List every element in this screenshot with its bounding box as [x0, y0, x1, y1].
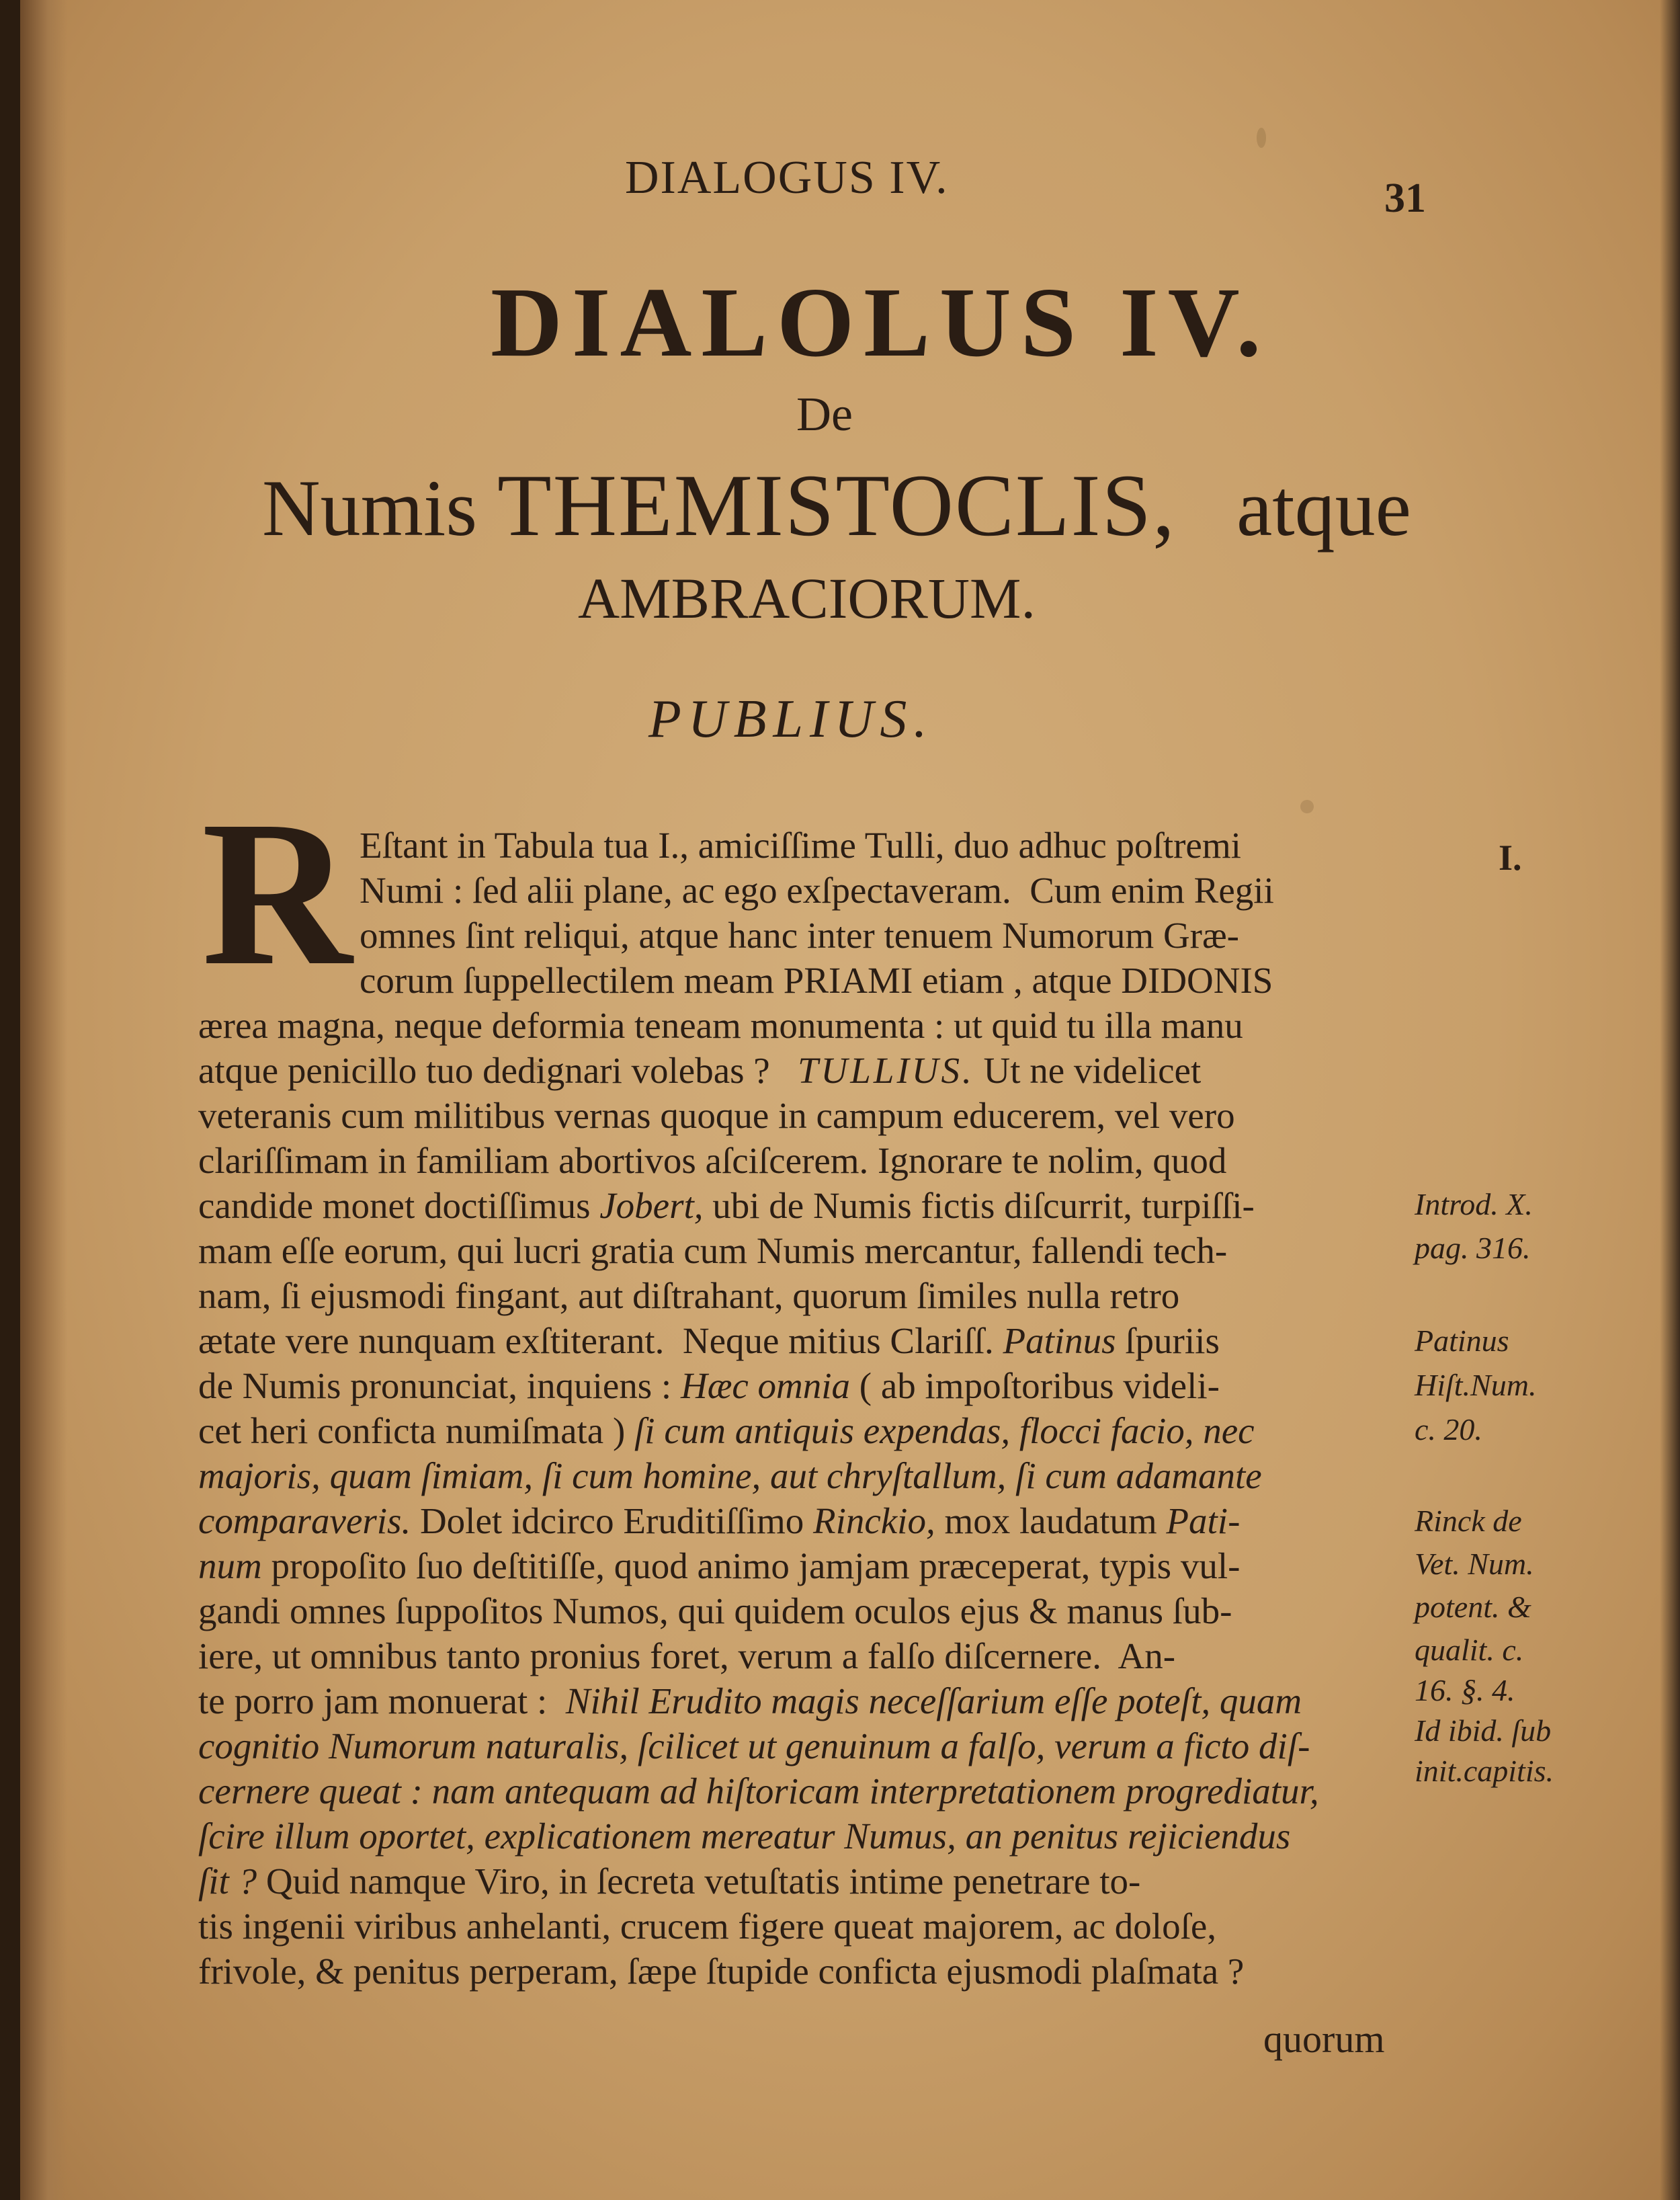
text-line: cet heri conficta numiſmata ) ſi cum antiquis expendas, flocci facio, nec [198, 1410, 1255, 1451]
text-line: te porro jam monuerat : Nihil Erudito magis neceſſarium eſſe poteſt, quam [198, 1680, 1302, 1721]
margin-note: Rinck de [1415, 1504, 1522, 1538]
subtitle-word: atque [1236, 463, 1411, 553]
running-head: DIALOGUS IV. [625, 152, 949, 204]
text-line: mam eſſe eorum, qui lucri gratia cum Numis mercantur, fallendi tech- [198, 1230, 1228, 1271]
text-line: veteranis cum militibus vernas quoque in campum educerem, vel vero [198, 1095, 1235, 1136]
text-line: Eſtant in Tabula tua I., amiciſſime Tulli, duo adhuc poſtremi [360, 825, 1241, 866]
page-edge-shadow [1660, 0, 1680, 2200]
text-line: num propoſito ſuo deſtitiſſe, quod animo jamjam præceperat, typis vul- [198, 1545, 1241, 1586]
margin-note: Hiſt.Num. [1415, 1368, 1537, 1402]
speaker-name: PUBLIUS. [648, 690, 934, 749]
catchword: quorum [1263, 2017, 1385, 2061]
text-line: omnes ſint reliqui, atque hanc inter tenuem Numorum Græ- [360, 915, 1239, 956]
text-line: tis ingenii viribus anhelanti, crucem figere queat majorem, ac doloſe, [198, 1906, 1217, 1947]
margin-note: potent. & [1415, 1590, 1531, 1624]
section-number: I. [1499, 838, 1522, 878]
margin-note: pag. 316. [1415, 1231, 1531, 1265]
text-line: ſit ? Quid namque Viro, in ſecreta vetuſtatis intime penetrare to- [198, 1861, 1141, 1902]
margin-note: Id ibid. ſub [1415, 1713, 1552, 1748]
margin-note: 16. §. 4. [1415, 1673, 1515, 1707]
text-line: Numi : ſed alii plane, ac ego exſpectaveram. Cum enim Regii [360, 870, 1274, 911]
subtitle-line-3: AMBRACIORUM. [578, 566, 1036, 630]
margin-note: init.capitis. [1415, 1754, 1554, 1788]
text-line: nam, ſi ejusmodi fingant, aut diſtrahant, quorum ſimiles nulla retro [198, 1275, 1180, 1316]
text-line: majoris, quam ſimiam, ſi cum homine, aut chryſtallum, ſi cum adamante [198, 1455, 1262, 1496]
chapter-title: DIALOLUS IV. [491, 268, 1271, 378]
text-line: comparaveris. Dolet idcirco Eruditiſſimo Rinckio, mox laudatum Pati- [198, 1500, 1241, 1541]
subtitle-word: Numis [262, 463, 478, 553]
text-line: atque penicillo tuo dedignari volebas ? TULLIUS. Ut ne videlicet [198, 1050, 1202, 1091]
text-line: clariſſimam in familiam abortivos aſciſcerem. Ignorare te nolim, quod [198, 1140, 1227, 1181]
text-line: candide monet doctiſſimus Jobert, ubi de Numis fictis diſcurrit, turpiſſi- [198, 1185, 1255, 1226]
text-line: ætate vere nunquam exſtiterant. Neque mitius Clariſſ. Patinus ſpuriis [198, 1320, 1220, 1361]
margin-note: Introd. X. [1415, 1187, 1533, 1221]
text-line: corum ſuppellectilem meam PRIAMI etiam , atque DIDONIS [360, 960, 1273, 1001]
subtitle-name: THEMISTOCLIS, [497, 456, 1176, 555]
margin-note: qualit. c. [1415, 1633, 1524, 1667]
text-line: de Numis pronunciat, inquiens : Hæc omnia ( ab impoſtoribus videli- [198, 1365, 1220, 1406]
text-line: ærea magna, neque deformia teneam monumenta : ut quid tu illa manu [198, 1005, 1243, 1046]
ink-spot [1300, 800, 1314, 813]
text-line: cernere queat : nam antequam ad hiſtoricam interpretationem progrediatur, [198, 1770, 1319, 1811]
subtitle-de: De [796, 387, 853, 441]
text-line: ſcire illum oportet, explicationem mereatur Numus, an penitus rejiciendus [198, 1816, 1291, 1857]
page-gutter [20, 0, 67, 2200]
book-page [20, 0, 1680, 2200]
margin-note: Vet. Num. [1415, 1547, 1534, 1581]
page-number: 31 [1384, 175, 1426, 221]
subtitle-line [262, 454, 1411, 557]
ink-spot [1257, 128, 1266, 148]
margin-note: c. 20. [1415, 1412, 1482, 1447]
text-line: cognitio Numorum naturalis, ſcilicet ut genuinum a falſo, verum a ficto diſ- [198, 1725, 1310, 1766]
margin-note: Patinus [1415, 1323, 1509, 1358]
text-line: frivole, & penitus perperam, ſæpe ſtupide conficta ejusmodi plaſmata ? [198, 1951, 1245, 1992]
text-line: iere, ut omnibus tanto pronius foret, verum a falſo diſcernere. An- [198, 1635, 1176, 1676]
text-line: gandi omnes ſuppoſitos Numos, qui quidem oculos ejus & manus ſub- [198, 1590, 1232, 1631]
drop-cap: R [202, 778, 352, 1009]
